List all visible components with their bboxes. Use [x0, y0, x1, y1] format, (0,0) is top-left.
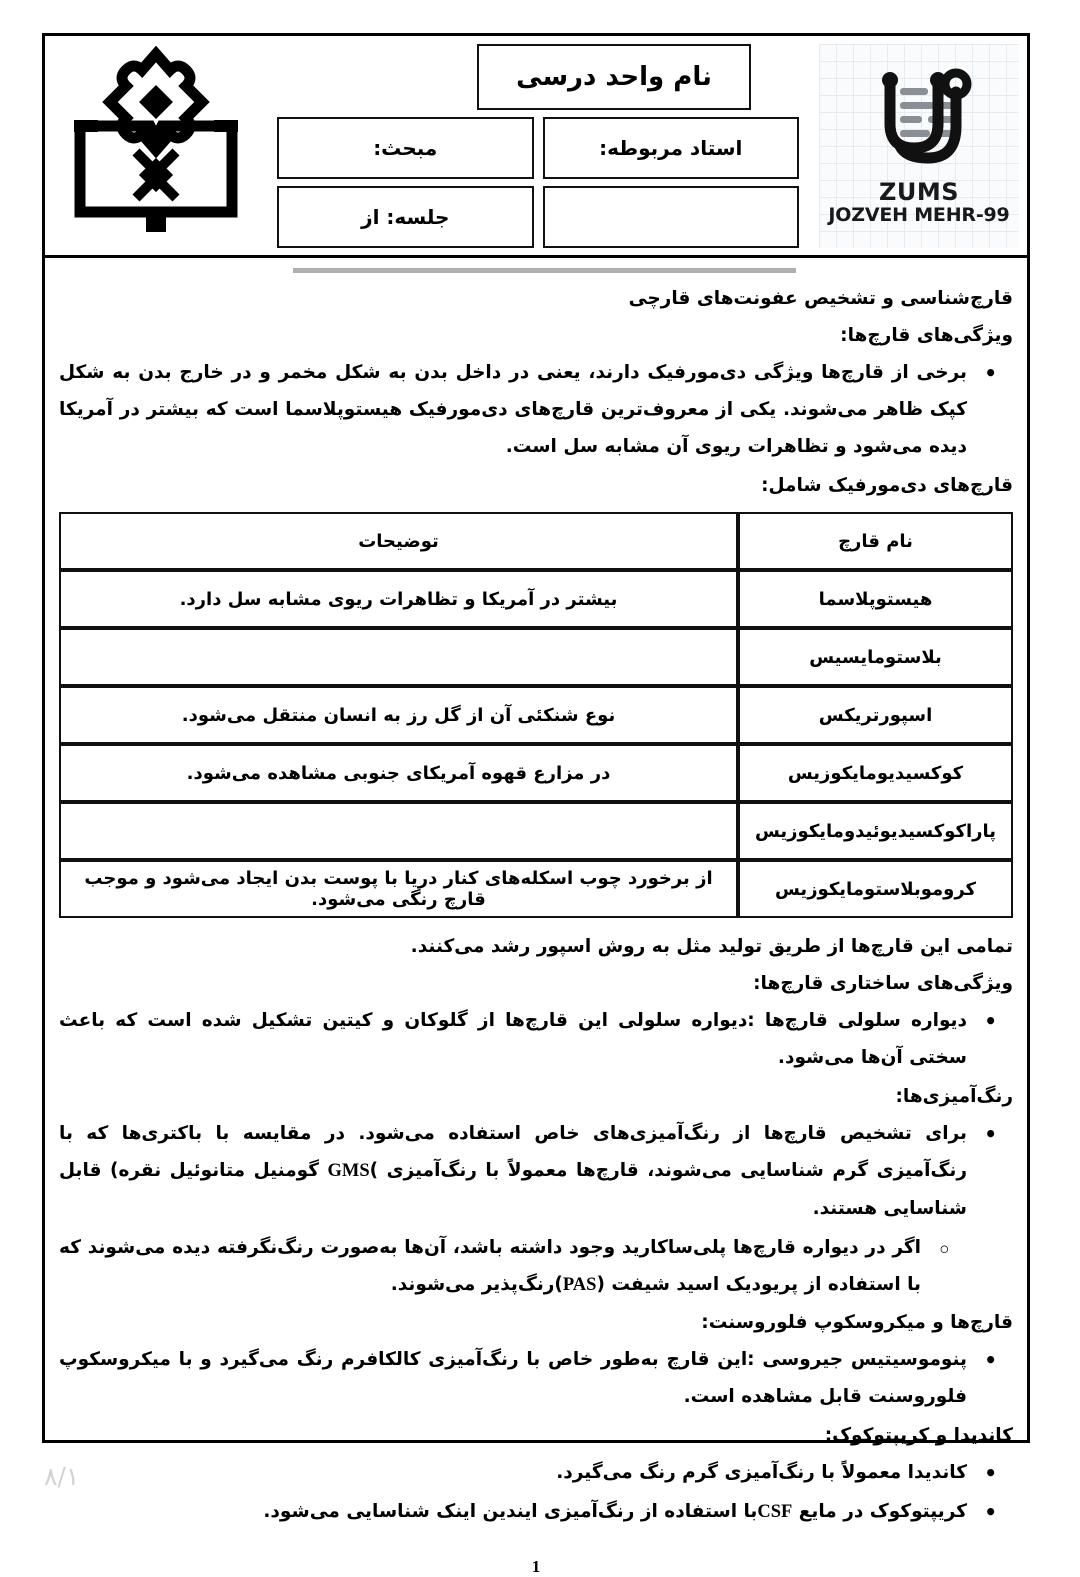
table-intro: قارچ‌های دی‌مورفیک شامل:	[761, 475, 1013, 496]
table-cell-name: کوکسیدیومایکوزیس	[738, 744, 1013, 802]
bullet6-text-a: کریپتوکوک در مایع	[792, 1501, 967, 1522]
table-cell-name: بلاستومایسیس	[738, 628, 1013, 686]
list-item	[59, 1229, 1013, 1304]
bullet6-text-b: با استفاده از رنگ‌آمیزی ایندین اینک شناسایی می‌شود.	[263, 1501, 758, 1522]
after-table-note: تمامی این قارچ‌ها از طریق تولید مثل به روش اسپور رشد می‌کنند.	[410, 936, 1013, 957]
table-cell-desc: از برخورد چوب اسکله‌های کنار دریا با پوست بدن ایجاد می‌شود و موجب قارچ رنگی می‌شود.	[59, 860, 738, 918]
table-cell-desc: در مزارع قهوه آمریکای جنوبی مشاهده می‌شود.	[59, 744, 738, 802]
table-cell-name: هیستوپلاسما	[738, 570, 1013, 628]
table-cell-desc	[59, 628, 738, 686]
table-cell-name: اسپورتریکس	[738, 686, 1013, 744]
sub1-text-b: )رنگ‌پذیر می‌شوند.	[390, 1274, 563, 1295]
course-name-box[interactable]: نام واحد درسی	[477, 44, 751, 110]
document-header	[45, 36, 1027, 258]
table-body	[59, 512, 1013, 918]
section-heading-features: ویژگی‌های قارچ‌ها:	[840, 325, 1013, 346]
professor-box[interactable]: استاد مربوطه:	[543, 117, 800, 179]
blank-box[interactable]	[543, 186, 800, 248]
university-crest-book-emblem-icon	[66, 46, 246, 246]
session-box[interactable]: جلسه: از	[277, 186, 534, 248]
table-cell-name: پاراکوکسیدیوئیدومایکوزیس	[738, 802, 1013, 860]
list-item: • برخی از قارچ‌ها ویژگی دی‌مورفیک دارند، یعنی در داخل بدن به شکل مخمر و در خارج بدن به شکل کپک ظاهر می‌شوند. یکی از معروف‌ترین قارچ‌های دی‌مورفیک هیستوپلاسما است که بیشتر در آمریکا دیده می‌شود و تظاهرات ریوی آن مشابه سل است.	[59, 354, 1013, 465]
section-heading-structure: ویژگی‌های ساختاری قارچ‌ها:	[753, 973, 1013, 994]
table-row	[59, 802, 1013, 860]
document-body	[45, 258, 1027, 1577]
table-row	[59, 860, 1013, 918]
university-crest	[45, 36, 267, 255]
list-item: • دیواره سلولی قارچ‌ها :دیواره سلولی این قارچ‌ها از گلوکان و کیتین تشکیل شده است که باعث سختی آن‌ها می‌شود.	[59, 1002, 1013, 1076]
table-cell-desc	[59, 802, 738, 860]
header-row-session	[277, 186, 799, 248]
table-cell-desc: بیشتر در آمریکا و تظاهرات ریوی مشابه سل دارد.	[59, 570, 738, 628]
section-heading-staining: رنگ‌آمیزی‌ها:	[895, 1086, 1013, 1107]
bullet3-text-b: گومنیل متانوئیل نقره) قابل شناسایی هستند.	[59, 1160, 967, 1219]
csf-abbrev: CSF	[757, 1502, 793, 1522]
section-heading-candida: کاندیدا و کریپتوکوک:	[824, 1425, 1013, 1446]
logo-text-zums: ZUMS	[878, 177, 960, 206]
bottom-watermark: ۸/۱	[44, 1462, 80, 1491]
table-cell-name: کروموبلاستومایکوزیس	[738, 860, 1013, 918]
bullet-list-features	[59, 354, 1013, 465]
list-item: • کاندیدا معمولاً با رنگ‌آمیزی گرم رنگ می‌گیرد.	[59, 1454, 1013, 1491]
list-item	[59, 1115, 1013, 1227]
logo-text-jozveh: JOZVEH MEHR-99	[828, 204, 1010, 227]
logo-tile	[819, 44, 1019, 248]
table-col-header-name: نام قارچ	[738, 512, 1013, 570]
list-item	[59, 1493, 1013, 1531]
bullet-list-staining	[59, 1115, 1013, 1227]
gms-abbrev: GMS	[327, 1161, 370, 1181]
bullet3-text-a: برای تشخیص قارچ‌ها از رنگ‌آمیزی‌های خاص استفاده می‌شود. در مقایسه با باکتری‌ها که با رنگ‌آمیزی گرم شناسایی می‌شوند، قارچ‌ها معمولاً با رنگ‌آمیزی )	[59, 1123, 967, 1181]
page-number: 1	[531, 1557, 541, 1576]
topic-box[interactable]: مبحث:	[277, 117, 534, 179]
table-cell-desc: نوع شنکئی آن از گل رز به انسان منتقل می‌شود.	[59, 686, 738, 744]
table-row	[59, 744, 1013, 802]
table-row	[59, 628, 1013, 686]
doc-title: قارچ‌شناسی و تشخیص عفونت‌های قارچی	[628, 288, 1013, 309]
table-row	[59, 686, 1013, 744]
sub1-text-a: اگر در دیواره قارچ‌ها پلی‌ساکارید وجود داشته باشد، آن‌ها به‌صورت رنگ‌نگرفته دیده می‌شوند که با استفاده از پریودیک اسید شیفت (	[59, 1237, 921, 1295]
dimorphic-fungi-table	[59, 512, 1013, 918]
stethoscope-document-logo-icon	[860, 66, 978, 178]
list-item: • پنوموسیتیس جیروسی :این قارچ به‌طور خاص با رنگ‌آمیزی کالکافرم رنگ می‌گیرد و با میکروسکوپ فلوروسنت قابل مشاهده است.	[59, 1341, 1013, 1415]
bullet-list-candida	[59, 1454, 1013, 1531]
table-header-row	[59, 512, 1013, 570]
section-heading-fluorescence: قارچ‌ها و میکروسکوپ فلوروسنت:	[701, 1312, 1013, 1333]
zums-logo	[809, 36, 1027, 255]
table-row	[59, 570, 1013, 628]
header-row-topic	[277, 117, 799, 179]
header-form	[267, 36, 809, 255]
header-divider-rule	[293, 268, 796, 273]
bullet-list-structure	[59, 1002, 1013, 1076]
pas-abbrev: PAS	[562, 1275, 597, 1295]
table-col-header-desc: توضیحات	[59, 512, 738, 570]
bullet-list-fluorescence	[59, 1341, 1013, 1415]
sub-bullet-list-polysaccharide	[59, 1229, 1013, 1304]
